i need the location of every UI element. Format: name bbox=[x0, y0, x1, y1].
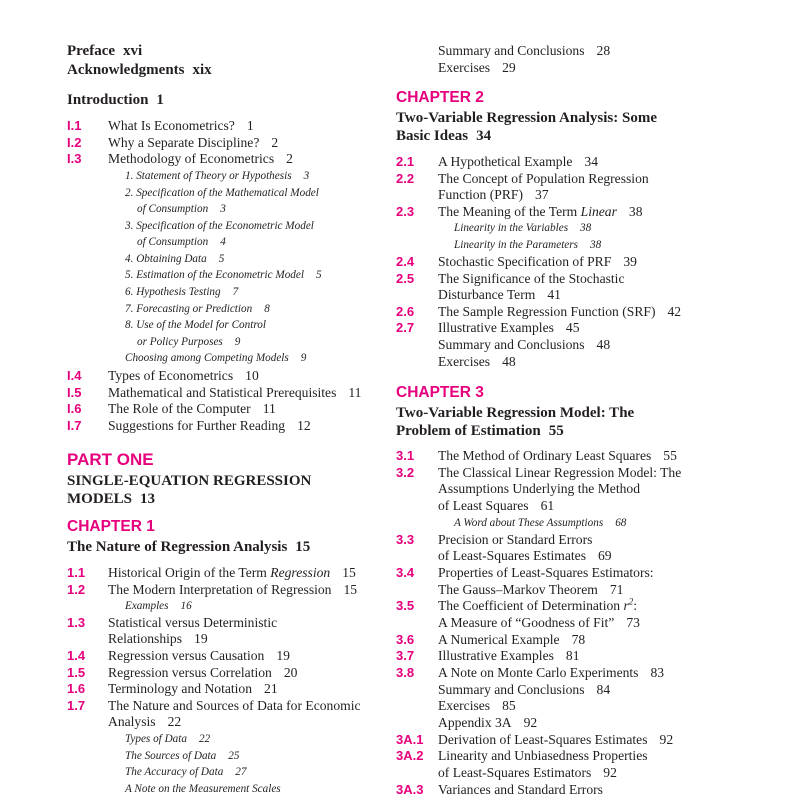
section-number: I.1 bbox=[67, 118, 82, 133]
chapter-label: CHAPTER 1 bbox=[67, 518, 155, 535]
toc-entry[interactable]: Linearity and Unbiasedness Properties bbox=[438, 748, 648, 763]
toc-subentry[interactable]: of Consumption 3 bbox=[137, 203, 226, 215]
toc-entry[interactable]: Stochastic Specification of PRF 39 bbox=[438, 254, 637, 269]
toc-entry[interactable]: Suggestions for Further Reading 12 bbox=[108, 418, 311, 433]
toc-subentry[interactable]: The Accuracy of Data 27 bbox=[125, 766, 247, 778]
toc-entry[interactable]: Appendix 3A 92 bbox=[438, 715, 538, 730]
toc-subentry[interactable]: The Sources of Data 25 bbox=[125, 750, 240, 762]
toc-entry[interactable]: Properties of Least-Squares Estimators: bbox=[438, 565, 654, 580]
toc-entry-acknowledgments[interactable] bbox=[67, 61, 212, 79]
entry-page: 1 bbox=[246, 118, 254, 133]
section-number: 3.8 bbox=[396, 665, 415, 680]
toc-entry[interactable]: Exercises 85 bbox=[438, 698, 516, 713]
toc-subentry[interactable]: A Note on the Measurement Scales bbox=[125, 783, 281, 795]
section-number: 2.4 bbox=[396, 254, 415, 269]
section-number: 3.6 bbox=[396, 632, 415, 647]
toc-entry-what-is-econometrics[interactable] bbox=[108, 118, 254, 134]
toc-entry[interactable]: Precision or Standard Errors bbox=[438, 532, 593, 547]
section-number: 2.1 bbox=[396, 154, 415, 169]
chapter-title-continued[interactable]: Basic Ideas 34 bbox=[396, 128, 492, 144]
section-number: 1.2 bbox=[67, 582, 86, 597]
toc-entry-continued[interactable]: Assumptions Underlying the Method bbox=[438, 481, 641, 496]
toc-entry[interactable]: The Coefficient of Determination $r^2$: bbox=[438, 596, 638, 613]
toc-entry-preface[interactable] bbox=[67, 42, 142, 60]
section-number: 3.5 bbox=[396, 598, 415, 613]
entry-page: xvi bbox=[123, 43, 143, 59]
section-number: 2.7 bbox=[396, 320, 415, 335]
section-number: 1.7 bbox=[67, 698, 86, 713]
entry-page: 1 bbox=[156, 92, 164, 108]
toc-entry[interactable]: The Concept of Population Regression bbox=[438, 171, 649, 186]
toc-entry[interactable]: Historical Origin of the Term Regression 15 bbox=[108, 565, 356, 580]
toc-entry-continued[interactable]: of Least-Squares Estimators 92 bbox=[438, 765, 617, 780]
toc-entry[interactable]: Derivation of Least-Squares Estimates 92 bbox=[438, 732, 674, 747]
toc-entry[interactable]: Summary and Conclusions 84 bbox=[438, 682, 611, 697]
toc-entry-continued[interactable]: A Measure of “Goodness of Fit” 73 bbox=[438, 615, 640, 630]
section-number: 3A.1 bbox=[396, 732, 424, 747]
toc-subentry[interactable]: Choosing among Competing Models 9 bbox=[125, 352, 307, 364]
toc-subentry[interactable]: 4. Obtaining Data 5 bbox=[125, 253, 225, 265]
toc-entry[interactable]: Regression versus Correlation 20 bbox=[108, 665, 298, 680]
toc-subentry[interactable]: or Policy Purposes 9 bbox=[137, 336, 241, 348]
toc-entry[interactable]: The Modern Interpretation of Regression 15 bbox=[108, 582, 358, 597]
toc-entry[interactable]: Regression versus Causation 19 bbox=[108, 648, 290, 663]
entry-title: Why a Separate Discipline? bbox=[108, 135, 260, 150]
toc-subentry[interactable]: of Consumption 4 bbox=[137, 236, 226, 248]
toc-subentry[interactable]: Linearity in the Parameters 38 bbox=[454, 239, 602, 251]
section-number: I.6 bbox=[67, 401, 82, 416]
toc-entry-continued[interactable]: of Least-Squares Estimates 69 bbox=[438, 548, 612, 563]
toc-entry[interactable]: Mathematical and Statistical Prerequisites 11 bbox=[108, 385, 362, 400]
chapter-title-continued[interactable]: Problem of Estimation 55 bbox=[396, 423, 564, 439]
section-number: 3.1 bbox=[396, 448, 415, 463]
toc-entry[interactable]: Summary and Conclusions 28 bbox=[438, 43, 611, 58]
toc-subentry[interactable]: Linearity in the Variables 38 bbox=[454, 222, 592, 234]
toc-subentry[interactable]: 1. Statement of Theory or Hypothesis 3 bbox=[125, 170, 310, 182]
toc-entry-separate-discipline[interactable] bbox=[108, 135, 278, 151]
section-number: 1.1 bbox=[67, 565, 86, 580]
toc-entry[interactable]: Types of Econometrics 10 bbox=[108, 368, 259, 383]
chapter-title[interactable]: Two-Variable Regression Model: The bbox=[396, 405, 635, 421]
section-number: I.5 bbox=[67, 385, 82, 400]
toc-entry-methodology[interactable] bbox=[108, 151, 293, 167]
entry-page: 2 bbox=[286, 151, 293, 166]
section-number: 1.6 bbox=[67, 681, 86, 696]
entry-title: Introduction bbox=[67, 92, 149, 108]
toc-entry-continued[interactable]: of Least Squares 61 bbox=[438, 498, 555, 513]
toc-entry[interactable]: The Significance of the Stochastic bbox=[438, 271, 625, 286]
toc-entry[interactable]: A Hypothetical Example 34 bbox=[438, 154, 598, 169]
toc-entry-continued[interactable]: Relationships 19 bbox=[108, 631, 208, 646]
toc-subentry[interactable]: 3. Specification of the Econometric Model bbox=[125, 220, 314, 232]
toc-entry-continued[interactable]: The Gauss–Markov Theorem 71 bbox=[438, 582, 624, 597]
toc-entry-continued[interactable]: Analysis 22 bbox=[108, 714, 182, 729]
chapter-title[interactable]: Two-Variable Regression Analysis: Some bbox=[396, 110, 657, 126]
part-title-continued[interactable]: MODELS 13 bbox=[67, 491, 156, 507]
entry-title: Acknowledgments bbox=[67, 62, 185, 78]
part-title[interactable]: SINGLE-EQUATION REGRESSION bbox=[67, 473, 312, 489]
toc-subentry[interactable]: 2. Specification of the Mathematical Model bbox=[125, 187, 319, 199]
section-number: 3.3 bbox=[396, 532, 415, 547]
entry-title: Methodology of Econometrics bbox=[108, 151, 275, 166]
toc-subentry[interactable]: 7. Forecasting or Prediction 8 bbox=[125, 303, 270, 315]
toc-entry[interactable]: The Nature and Sources of Data for Economic bbox=[108, 698, 361, 713]
section-number: 1.4 bbox=[67, 648, 86, 663]
toc-entry[interactable]: Statistical versus Deterministic bbox=[108, 615, 278, 630]
toc-entry[interactable]: A Note on Monte Carlo Experiments 83 bbox=[438, 665, 665, 680]
entry-page: 2 bbox=[271, 135, 279, 150]
toc-entry[interactable]: Illustrative Examples 81 bbox=[438, 648, 580, 663]
entry-title: Preface bbox=[67, 43, 116, 59]
section-number: 3A.2 bbox=[396, 748, 424, 763]
toc-subentry[interactable]: 6. Hypothesis Testing 7 bbox=[125, 286, 239, 298]
section-number: 2.5 bbox=[396, 271, 415, 286]
toc-entry[interactable]: Exercises 29 bbox=[438, 60, 516, 75]
section-number: I.2 bbox=[67, 135, 82, 150]
section-number: 3.4 bbox=[396, 565, 415, 580]
section-number: 2.2 bbox=[396, 171, 415, 186]
section-number: 2.6 bbox=[396, 304, 415, 319]
chapter-title[interactable]: The Nature of Regression Analysis 15 bbox=[67, 539, 311, 555]
toc-entry[interactable]: The Role of the Computer 11 bbox=[108, 401, 276, 416]
toc-entry[interactable]: Exercises 48 bbox=[438, 354, 516, 369]
toc-entry[interactable]: Variances and Standard Errors bbox=[438, 782, 603, 797]
toc-subentry[interactable]: 5. Estimation of the Econometric Model 5 bbox=[125, 269, 322, 281]
section-number: 3.2 bbox=[396, 465, 415, 480]
entry-page: 13 bbox=[140, 491, 156, 507]
toc-entry[interactable]: The Sample Regression Function (SRF) 42 bbox=[438, 304, 682, 319]
section-number: 1.5 bbox=[67, 665, 86, 680]
entry-page: xix bbox=[192, 62, 212, 78]
section-number: 3.7 bbox=[396, 648, 415, 663]
chapter-label: CHAPTER 2 bbox=[396, 89, 484, 106]
toc-subentry[interactable]: Examples 16 bbox=[125, 600, 192, 612]
toc-subentry[interactable]: 8. Use of the Model for Control bbox=[125, 319, 266, 331]
entry-page: 15 bbox=[295, 539, 311, 555]
toc-subentry[interactable]: Types of Data 22 bbox=[125, 733, 211, 745]
toc-entry[interactable]: A Numerical Example 78 bbox=[438, 632, 586, 647]
part-label: PART ONE bbox=[67, 450, 154, 469]
toc-entry[interactable]: Terminology and Notation 21 bbox=[108, 681, 278, 696]
toc-entry[interactable]: The Meaning of the Term Linear 38 bbox=[438, 204, 643, 219]
section-number: 3A.3 bbox=[396, 782, 424, 797]
section-number: I.7 bbox=[67, 418, 82, 433]
entry-title: What Is Econometrics? bbox=[108, 118, 235, 133]
toc-entry-continued[interactable]: Function (PRF) 37 bbox=[438, 187, 549, 202]
toc-subentry[interactable]: A Word about These Assumptions 68 bbox=[454, 517, 627, 529]
toc-entry[interactable]: The Method of Ordinary Least Squares 55 bbox=[438, 448, 677, 463]
section-number: I.3 bbox=[67, 151, 82, 166]
section-number: 2.3 bbox=[396, 204, 415, 219]
toc-entry-introduction[interactable] bbox=[67, 91, 164, 109]
toc-entry[interactable]: The Classical Linear Regression Model: The bbox=[438, 465, 682, 480]
toc-entry[interactable]: Summary and Conclusions 48 bbox=[438, 337, 611, 352]
section-number: I.4 bbox=[67, 368, 82, 383]
toc-entry[interactable]: Illustrative Examples 45 bbox=[438, 320, 580, 335]
section-number: 1.3 bbox=[67, 615, 86, 630]
toc-entry-continued[interactable]: Disturbance Term 41 bbox=[438, 287, 561, 302]
chapter-label: CHAPTER 3 bbox=[396, 384, 484, 401]
